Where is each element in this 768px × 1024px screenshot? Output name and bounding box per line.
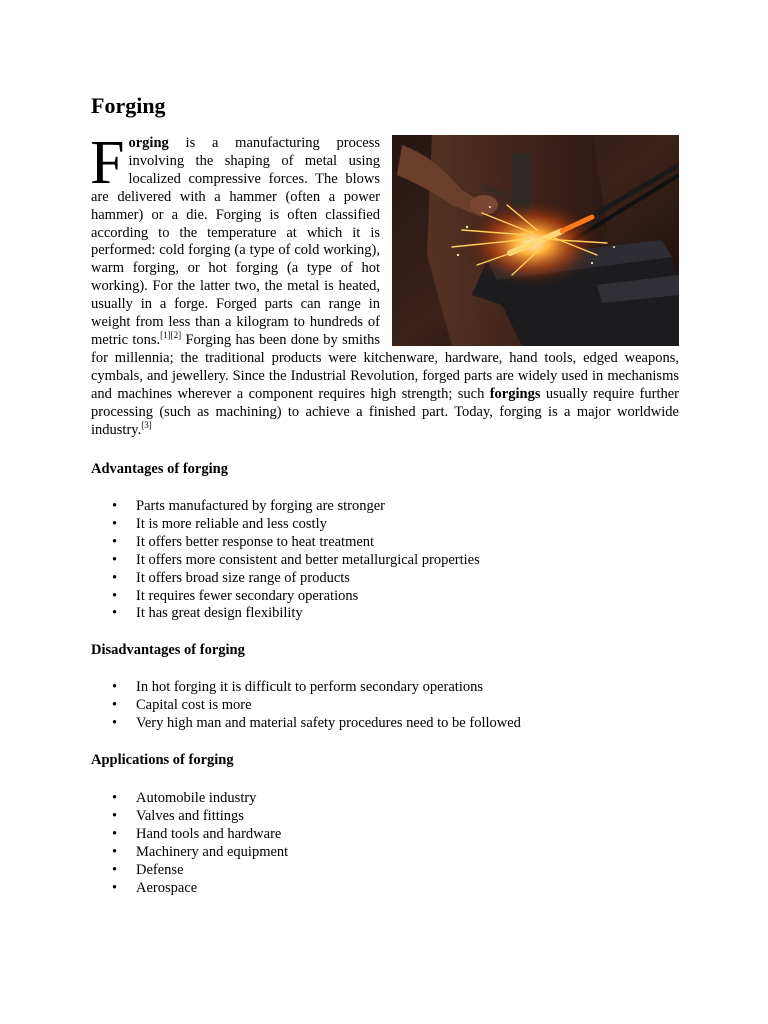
page-title: Forging (91, 93, 166, 118)
list-item: • Machinery and equipment (112, 843, 289, 860)
bullet: • (112, 533, 118, 550)
bullet: • (112, 679, 118, 695)
list-item: • Automobile industry (112, 790, 257, 806)
list-item: • In hot forging it is difficult to perform secondary operations (112, 679, 483, 695)
list-item: • It offers more consistent and better metallurgical properties (112, 551, 480, 568)
advantages-heading: Advantages of forging (91, 461, 228, 477)
list-item: • It is more reliable and less costly (112, 515, 327, 532)
list-item: • It offers broad size range of products (112, 569, 350, 586)
bullet: • (112, 879, 118, 896)
applications-list (91, 790, 288, 897)
bullet: • (112, 861, 118, 878)
list-item: • Aerospace (112, 879, 198, 896)
list-item: • Defense (112, 861, 184, 878)
bullet: • (112, 587, 118, 604)
bullet: • (112, 843, 118, 860)
bullet: • (112, 790, 118, 806)
bullet: • (112, 714, 118, 731)
reference-1-2[interactable]: [1][2] (160, 330, 182, 341)
intro-paragraph (90, 129, 679, 439)
list-item: • Parts manufactured by forging are stronger (112, 498, 385, 514)
forging-photo (392, 135, 679, 346)
intro-bold-forgings: forgings (489, 385, 541, 402)
list-item: • Hand tools and hardware (112, 825, 282, 842)
intro-text-3: usually require further processing (such as machining) to achieve a finished part. Today, forging is a major worldwide industry. (91, 385, 679, 438)
bullet: • (112, 551, 118, 568)
drop-cap: F (90, 129, 125, 197)
bullet: • (112, 807, 118, 824)
list-item: • Very high man and material safety procedures need to be followed (112, 714, 521, 731)
reference-3[interactable]: [3] (141, 419, 152, 430)
bullet: • (112, 825, 118, 842)
disadvantages-heading: Disadvantages of forging (91, 642, 245, 658)
bullet: • (112, 515, 118, 532)
list-item: • It offers better response to heat treatment (112, 533, 375, 550)
list-item: • It requires fewer secondary operations (112, 587, 359, 604)
advantages-list (91, 498, 480, 623)
applications-heading: Applications of forging (91, 752, 234, 768)
bullet: • (112, 696, 118, 713)
bullet: • (112, 498, 118, 514)
disadvantages-list (91, 679, 521, 733)
bullet: • (112, 605, 118, 622)
intro-text-1: is a manufacturing process involving the shaping of metal using localized compressive forces. The blows are delivered with a hammer (often a power hammer) or a die. Forging is often classified according to the temperature at which it is performed: cold forging (a type of cold working), warm forging, or hot forging (a type of hot working). For the latter two, the metal is heated, usually in a forge. Forged parts can range in weight from less than a kilogram to hundreds of metric tons. (91, 135, 380, 348)
list-item: • Capital cost is more (112, 696, 252, 713)
list-item: • It has great design flexibility (112, 605, 303, 622)
intro-text-2: Forging has been done by smiths for millennia; the traditional products were kitchenware, hardware, hand tools, edged weapons, cymbals, and jewellery. Since the Industrial Revolution, forged parts are widely used in mechanisms and machines wherever a component requires high strength; such (91, 331, 679, 402)
intro-lead-bold: orging (128, 135, 169, 151)
bullet: • (112, 569, 118, 586)
list-item: • Valves and fittings (112, 807, 244, 824)
